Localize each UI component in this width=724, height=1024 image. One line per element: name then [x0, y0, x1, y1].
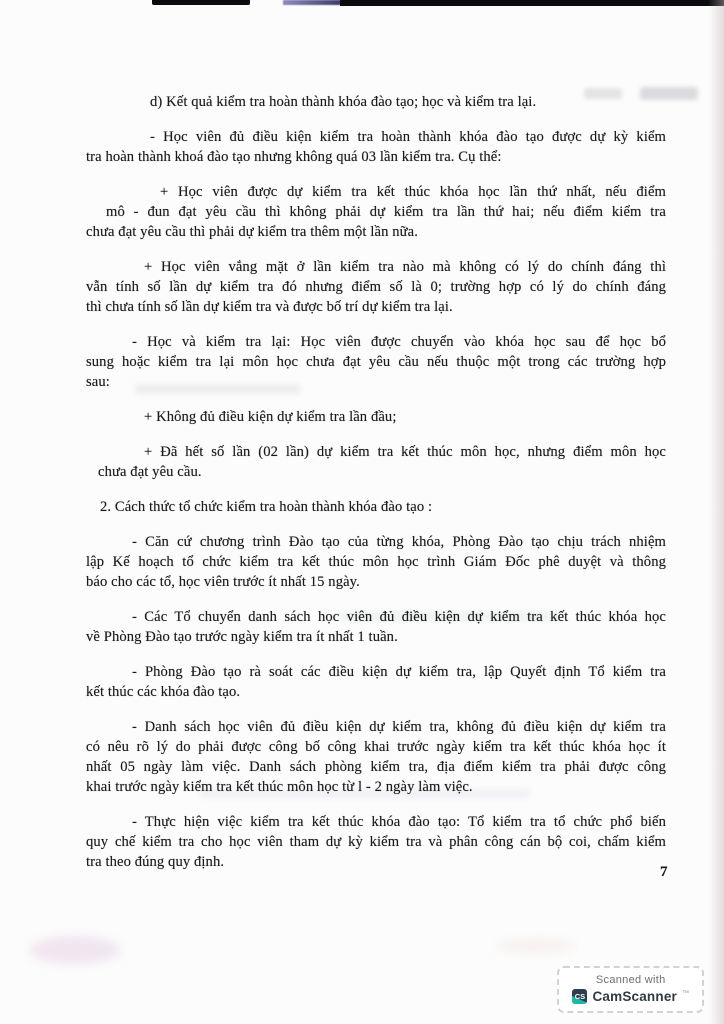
- text-line: mô - đun đạt yêu cầu thì không phải dự kiểm tra lần thứ hai; nếu điểm kiểm tra: [106, 204, 666, 220]
- scan-top-edge-artifact: [340, 0, 724, 6]
- text-line: - Thực hiện việc kiểm tra kết thúc khóa đào tạo: Tổ kiểm tra tổ chức phổ biến: [132, 814, 666, 830]
- text-line: + Đã hết số lần (02 lần) dự kiểm tra kết thúc môn học, nhưng điểm môn học: [144, 444, 666, 460]
- text-line: lập Kế hoạch tổ chức kiểm tra kết thúc môn học trình Giám Đốc phê duyệt và thông: [86, 554, 666, 570]
- camscanner-watermark: [557, 966, 704, 1013]
- text-line: báo cho các tổ, học viên trước ít nhất 15 ngày.: [86, 574, 360, 590]
- text-line: + Học viên vắng mặt ở lần kiểm tra nào mà không có lý do chính đáng thì: [144, 259, 666, 275]
- scan-top-edge-artifact: [152, 0, 250, 5]
- scan-top-edge-artifact: [283, 0, 343, 5]
- paragraph-review: [86, 662, 666, 702]
- paragraph-implementation: [86, 812, 666, 872]
- text-line: thì chưa tính số lần dự kiểm tra và được bố trí dự kiểm tra lại.: [86, 299, 453, 315]
- text-line: kết thúc các khóa đào tạo.: [86, 684, 241, 700]
- page-number: 7: [660, 864, 668, 880]
- paragraph-d-result: [86, 92, 666, 112]
- paragraph-publication: [86, 717, 666, 797]
- text-line: - Danh sách học viên đủ điều kiện dự kiểm tra, không đủ điều kiện dự kiểm tra: [132, 719, 666, 735]
- document-body: [86, 92, 666, 887]
- text-line: tra theo đúng quy định.: [86, 854, 225, 870]
- text-line: sau:: [86, 374, 110, 390]
- text-line: 2. Cách thức tổ chức kiểm tra hoàn thành khóa đào tạo :: [100, 499, 433, 515]
- text-line: nhất 05 ngày làm việc. Danh sách phòng kiểm tra, địa điểm kiểm tra phải được công: [86, 759, 666, 775]
- scan-smudge-artifact: [495, 938, 575, 954]
- text-line: vẫn tính số lần dự kiểm tra đó nhưng điểm số là 0; trường hợp có lý do chính đáng: [86, 279, 666, 295]
- paragraph-condition-1: [86, 407, 666, 427]
- watermark-trademark-mark: ™: [682, 990, 689, 997]
- paragraph-eligibility: [86, 127, 666, 167]
- scan-smudge-artifact: [30, 936, 120, 964]
- text-line: chưa đạt yêu cầu thì phải dự kiểm tra thêm một lần nữa.: [86, 224, 418, 240]
- paragraph-roster: [86, 607, 666, 647]
- text-line: d) Kết quả kiểm tra hoàn thành khóa đào tạo; học và kiểm tra lại.: [150, 94, 537, 110]
- text-line: chưa đạt yêu cầu.: [98, 464, 202, 480]
- text-line: khai trước ngày kiểm tra kết thúc môn học từ l - 2 ngày làm việc.: [86, 779, 473, 795]
- watermark-scanned-with-label: Scanned with: [595, 974, 666, 986]
- text-line: về Phòng Đào tạo trước ngày kiểm tra ít nhất 1 tuần.: [86, 629, 398, 645]
- scan-right-shadow: [708, 0, 724, 1024]
- paragraph-plan: [86, 532, 666, 592]
- paragraph-absence: [86, 257, 666, 317]
- paragraph-condition-2: [86, 442, 666, 482]
- text-line: - Học và kiểm tra lại: Học viên được chuyển vào khóa học sau để học bổ: [132, 334, 666, 350]
- paragraph-section-2-heading: [86, 497, 666, 517]
- watermark-brand-label: CamScanner: [592, 989, 677, 1004]
- text-line: + Học viên được dự kiểm tra kết thúc khóa học lần thứ nhất, nếu điểm: [160, 184, 666, 200]
- paragraph-first-attempt: [86, 182, 666, 242]
- paragraph-retake: [86, 332, 666, 392]
- text-line: - Học viên đủ điều kiện kiểm tra hoàn thành khóa đào tạo được dự kỳ kiểm: [150, 129, 666, 145]
- text-line: tra hoàn thành khoá đào tạo nhưng không quá 03 lần kiểm tra. Cụ thể:: [86, 149, 502, 165]
- text-line: - Phòng Đào tạo rà soát các điều kiện dự kiểm tra, lập Quyết định Tổ kiểm tra: [132, 664, 666, 680]
- text-line: sung hoặc kiểm tra lại môn học chưa đạt yêu cầu nếu thuộc một trong các trường hợp: [86, 354, 666, 370]
- text-line: + Không đủ điều kiện dự kiểm tra lần đầu;: [144, 409, 397, 425]
- watermark-brand-row: [572, 989, 689, 1004]
- text-line: có nêu rõ lý do phải được công bố công khai trước ngày kiểm tra kết thúc khóa học ít: [86, 739, 666, 755]
- text-line: - Căn cứ chương trình Đào tạo của từng khóa, Phòng Đào tạo chịu trách nhiệm: [132, 534, 666, 550]
- camscanner-logo-icon: CS: [572, 989, 587, 1004]
- text-line: quy chế kiểm tra cho học viên tham dự kỳ kiểm tra và phân công cán bộ coi, chấm kiểm: [86, 834, 666, 850]
- text-line: - Các Tổ chuyển danh sách học viên đủ điều kiện dự kiểm tra kết thúc khóa học: [132, 609, 666, 625]
